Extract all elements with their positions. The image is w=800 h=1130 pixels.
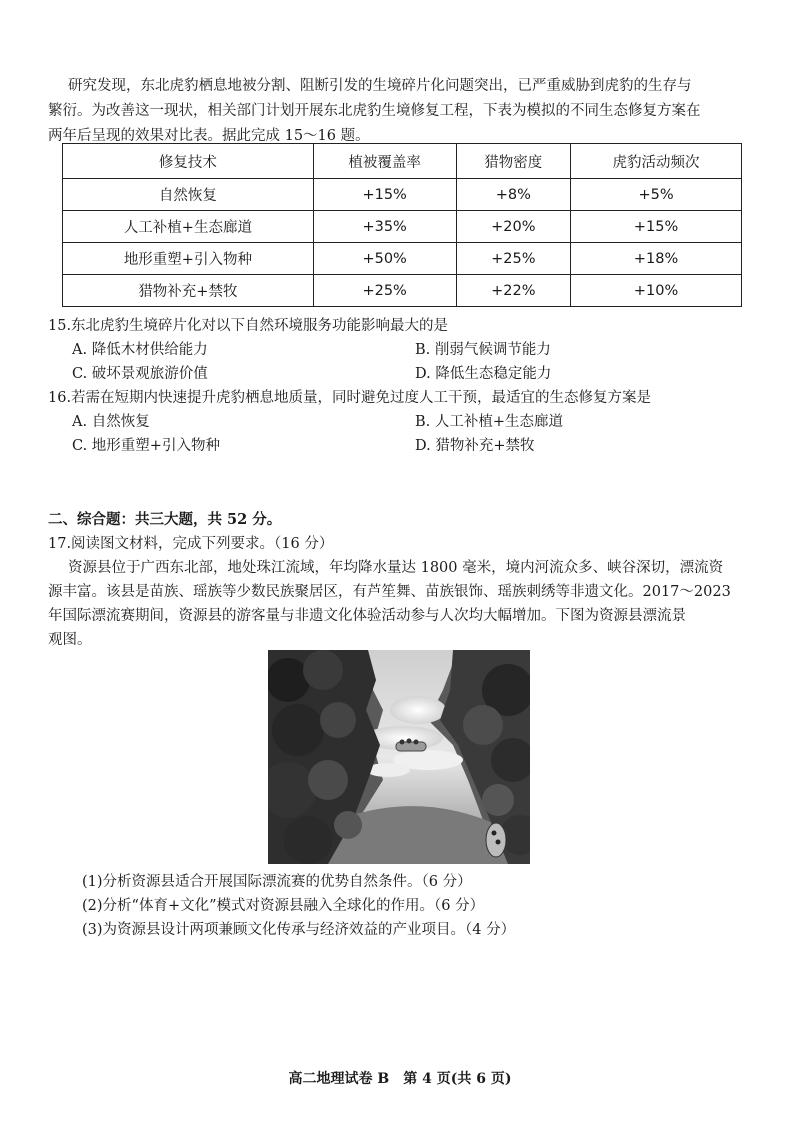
table-cell: +10% bbox=[571, 275, 742, 307]
q15-option-c: C. 破坏景观旅游价值 bbox=[72, 366, 208, 382]
section-2-heading: 二、综合题：共三大题，共 52 分。 bbox=[48, 511, 282, 528]
table-cell: 人工补植+生态廊道 bbox=[63, 211, 314, 243]
table-header: 植被覆盖率 bbox=[313, 144, 456, 179]
q15-option-b: B. 削弱气候调节能力 bbox=[415, 342, 551, 358]
page-footer: 高二地理试卷 B 第 4 页(共 6 页) bbox=[288, 1071, 512, 1087]
table-cell: +8% bbox=[456, 179, 571, 211]
table-cell: 猎物补充+禁牧 bbox=[63, 275, 314, 307]
intro-line-3: 两年后呈现的效果对比表。据此完成 15～16 题。 bbox=[48, 128, 370, 144]
question-17-stem: 17.阅读图文材料，完成下列要求。（16 分） bbox=[48, 536, 334, 552]
table-cell: +15% bbox=[313, 179, 456, 211]
table-row bbox=[63, 179, 742, 211]
q17-sub-question-3: (3)为资源县设计两项兼顾文化传承与经济效益的产业项目。（4 分） bbox=[82, 922, 516, 938]
q17-material-line-3: 年国际漂流赛期间，资源县的游客量与非遗文化体验活动参与人次均大幅增加。下图为资源县漂流景 bbox=[48, 608, 686, 624]
table-cell: +20% bbox=[456, 211, 571, 243]
q17-sub-question-2: (2)分析“体育+文化”模式对资源县融入全球化的作用。（6 分） bbox=[82, 898, 485, 914]
table-row bbox=[63, 275, 742, 307]
table-cell: +15% bbox=[571, 211, 742, 243]
table-row bbox=[63, 243, 742, 275]
q16-option-b: B. 人工补植+生态廊道 bbox=[415, 414, 564, 430]
table-cell: +22% bbox=[456, 275, 571, 307]
rafting-landscape-photo bbox=[268, 650, 530, 864]
q17-sub-question-1: (1)分析资源县适合开展国际漂流赛的优势自然条件。（6 分） bbox=[82, 874, 472, 890]
q17-material-line-2: 源丰富。该县是苗族、瑶族等少数民族聚居区，有芦笙舞、苗族银饰、瑶族刺绣等非遗文化。2017～2023 bbox=[48, 584, 731, 600]
q15-option-d: D. 降低生态稳定能力 bbox=[415, 366, 552, 382]
q17-material-line-1: 资源县位于广西东北部，地处珠江流域，年均降水量达 1800 毫米，境内河流众多、峡谷深切，漂流资 bbox=[68, 560, 724, 576]
table-cell: +18% bbox=[571, 243, 742, 275]
q16-option-c: C. 地形重塑+引入物种 bbox=[72, 438, 220, 454]
q15-option-a: A. 降低木材供给能力 bbox=[72, 342, 208, 358]
q16-option-a: A. 自然恢复 bbox=[72, 414, 150, 430]
table-header: 修复技术 bbox=[63, 144, 314, 179]
table-cell: 地形重塑+引入物种 bbox=[63, 243, 314, 275]
table-cell: +25% bbox=[313, 275, 456, 307]
intro-line-1: 研究发现，东北虎豹栖息地被分割、阻断引发的生境碎片化问题突出，已严重威胁到虎豹的生存与 bbox=[68, 78, 692, 94]
table-header: 虎豹活动频次 bbox=[571, 144, 742, 179]
repair-comparison-table bbox=[62, 143, 742, 307]
table-cell: +50% bbox=[313, 243, 456, 275]
q16-option-d: D. 猎物补充+禁牧 bbox=[415, 438, 535, 454]
question-15-stem: 15.东北虎豹生境碎片化对以下自然环境服务功能影响最大的是 bbox=[48, 318, 449, 334]
intro-line-2: 繁衍。为改善这一现状，相关部门计划开展东北虎豹生境修复工程，下表为模拟的不同生态修复方案在 bbox=[48, 103, 701, 119]
table-cell: +25% bbox=[456, 243, 571, 275]
q17-material-line-4: 观图。 bbox=[48, 632, 92, 648]
table-cell: 自然恢复 bbox=[63, 179, 314, 211]
table-cell: +35% bbox=[313, 211, 456, 243]
table-header-row bbox=[63, 144, 742, 179]
table-row bbox=[63, 211, 742, 243]
question-16-stem: 16.若需在短期内快速提升虎豹栖息地质量，同时避免过度人工干预，最适宜的生态修复方案是 bbox=[48, 390, 652, 406]
table-header: 猎物密度 bbox=[456, 144, 571, 179]
table-cell: +5% bbox=[571, 179, 742, 211]
